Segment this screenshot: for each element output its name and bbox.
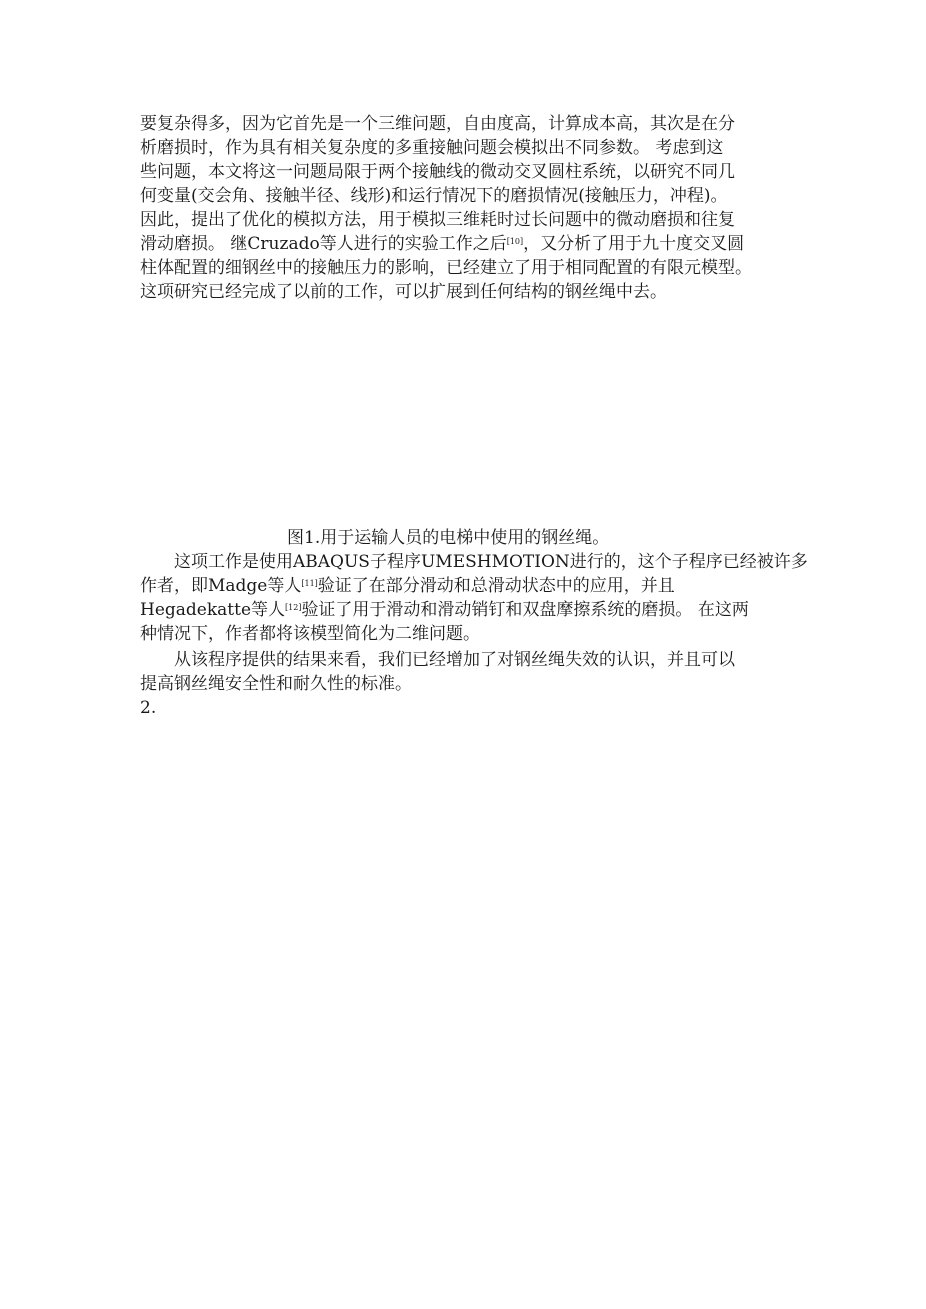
text-line-with-citation — [140, 232, 744, 256]
text-segment: 验证了在部分滑动和总滑动状态中的应用，并且 — [317, 576, 675, 596]
text-line: 些问题，本文将这一问题局限于两个接触线的微动交叉圆柱系统，以研究不同几 — [140, 162, 735, 182]
text-line: 这项研究已经完成了以前的工作，可以扩展到任何结构的钢丝绳中去。 — [140, 282, 667, 302]
text-line: 因此，提出了优化的模拟方法，用于模拟三维耗时过长问题中的微动磨损和往复 — [140, 210, 735, 230]
figure-caption: 图1.用于运输人员的电梯中使用的钢丝绳。 — [287, 528, 610, 548]
text-line-with-citation — [140, 598, 749, 622]
text-segment: 验证了用于滑动和滑动销钉和双盘摩擦系统的磨损。 在这两 — [301, 600, 749, 620]
citation-ref-12: [12] — [285, 603, 302, 612]
citation-ref-11: [11] — [301, 579, 318, 588]
text-segment: Hegadekatte等人 — [140, 600, 286, 620]
citation-ref-10: [10] — [506, 237, 524, 246]
text-line: 从该程序提供的结果来看，我们已经增加了对钢丝绳失效的认识，并且可以 — [140, 650, 735, 670]
text-line: 析磨损时，作为具有相关复杂度的多重接触问题会模拟出不同参数。 考虑到这 — [140, 138, 724, 158]
text-line: 何变量(交会角、接触半径、线形)和运行情况下的磨损情况(接触压力，冲程)。 — [140, 186, 728, 206]
text-line: 这项工作是使用ABAQUS子程序UMESHMOTION进行的，这个子程序已经被许多 — [140, 552, 808, 572]
text-line: 种情况下，作者都将该模型简化为二维问题。 — [140, 624, 480, 644]
section-number: 2. — [140, 698, 157, 718]
text-line: 要复杂得多，因为它首先是一个三维问题，自由度高，计算成本高，其次是在分 — [140, 114, 735, 134]
text-line-with-citation — [140, 574, 675, 598]
text-line: 柱体配置的细钢丝中的接触压力的影响，已经建立了用于相同配置的有限元模型。 — [140, 258, 752, 278]
text-segment: ，又分析了用于九十度交叉圆 — [523, 234, 745, 254]
text-line: 提高钢丝绳安全性和耐久性的标准。 — [140, 674, 412, 694]
text-segment: 作者，即Madge等人 — [140, 576, 302, 596]
text-segment: 滑动磨损。 继Cruzado等人进行的实验工作之后 — [140, 234, 507, 254]
